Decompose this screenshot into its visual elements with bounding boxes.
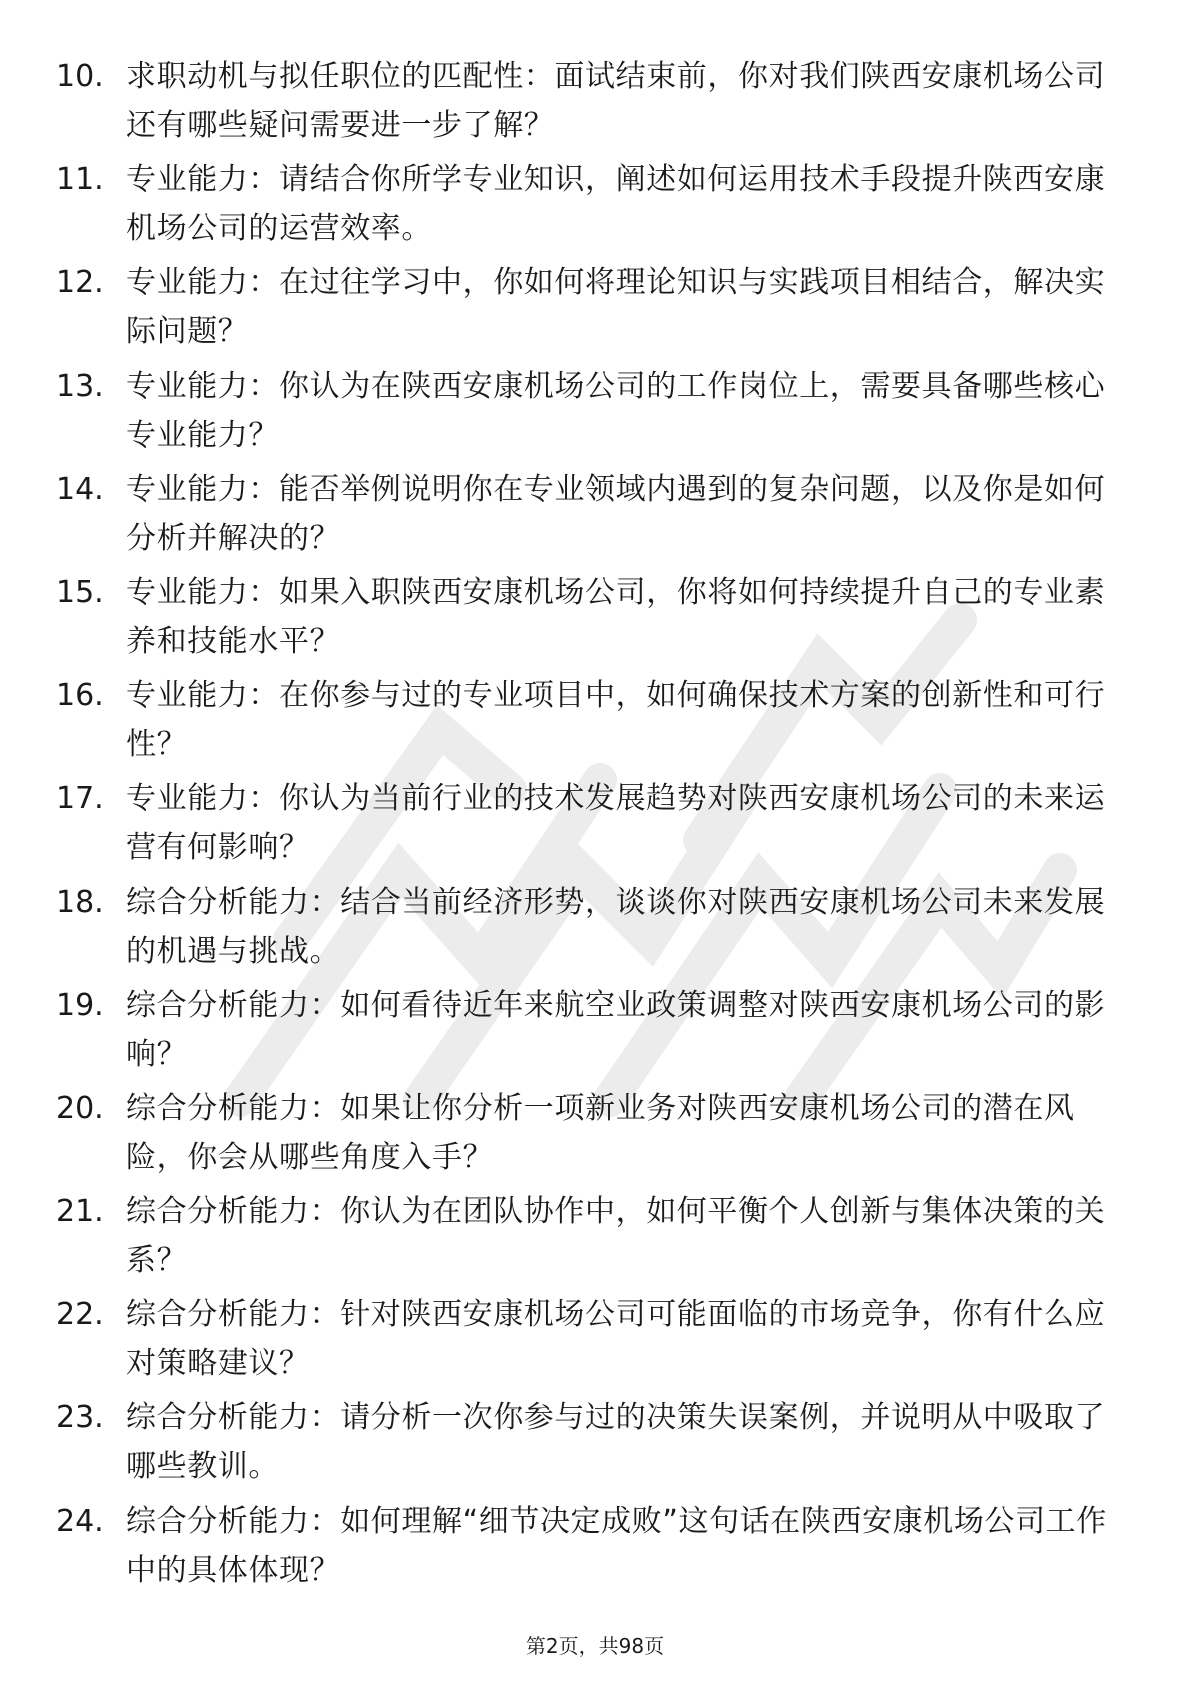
question-item	[56, 1393, 1116, 1496]
question-number: 13.	[56, 368, 104, 404]
question-item	[56, 258, 1116, 361]
question-text: 专业能力：能否举例说明你在专业领域内遇到的复杂问题，以及你是如何分析并解决的？	[126, 471, 1106, 556]
question-item	[56, 52, 1116, 155]
question-text: 综合分析能力：针对陕西安康机场公司可能面临的市场竞争，你有什么应对策略建议？	[126, 1297, 1106, 1382]
question-text: 专业能力：请结合你所学专业知识，阐述如何运用技术手段提升陕西安康机场公司的运营效率。	[126, 162, 1106, 247]
question-list	[56, 52, 1116, 1600]
question-number: 12.	[56, 265, 104, 301]
question-item	[56, 671, 1116, 774]
question-number: 24.	[56, 1503, 104, 1539]
question-text: 综合分析能力：如果让你分析一项新业务对陕西安康机场公司的潜在风险，你会从哪些角度入手？	[126, 1090, 1075, 1175]
question-item	[56, 1497, 1116, 1600]
question-number: 21.	[56, 1194, 104, 1230]
question-item	[56, 981, 1116, 1084]
question-item	[56, 568, 1116, 671]
question-text: 专业能力：你认为当前行业的技术发展趋势对陕西安康机场公司的未来运营有何影响？	[126, 781, 1106, 866]
question-item	[56, 1290, 1116, 1393]
question-item	[56, 362, 1116, 465]
question-number: 22.	[56, 1297, 104, 1333]
question-number: 18.	[56, 884, 104, 920]
question-number: 15.	[56, 574, 104, 610]
question-item	[56, 774, 1116, 877]
question-number: 20.	[56, 1090, 104, 1126]
question-number: 14.	[56, 471, 104, 507]
question-text: 专业能力：如果入职陕西安康机场公司，你将如何持续提升自己的专业素养和技能水平？	[126, 574, 1106, 659]
question-text: 专业能力：在过往学习中，你如何将理论知识与实践项目相结合，解决实际问题？	[126, 265, 1106, 350]
question-text: 综合分析能力：请分析一次你参与过的决策失误案例，并说明从中吸取了哪些教训。	[126, 1400, 1106, 1485]
question-text: 综合分析能力：你认为在团队协作中，如何平衡个人创新与集体决策的关系？	[126, 1194, 1106, 1279]
question-number: 19.	[56, 987, 104, 1023]
question-text: 综合分析能力：结合当前经济形势，谈谈你对陕西安康机场公司未来发展的机遇与挑战。	[126, 884, 1106, 969]
question-item	[56, 1187, 1116, 1290]
question-item	[56, 465, 1116, 568]
question-number: 17.	[56, 781, 104, 817]
question-item	[56, 878, 1116, 981]
question-number: 16.	[56, 678, 104, 714]
question-number: 23.	[56, 1400, 104, 1436]
question-text: 专业能力：你认为在陕西安康机场公司的工作岗位上，需要具备哪些核心专业能力？	[126, 368, 1106, 453]
question-text: 求职动机与拟任职位的匹配性：面试结束前，你对我们陕西安康机场公司还有哪些疑问需要进一步了解？	[126, 59, 1106, 143]
question-item	[56, 1084, 1116, 1187]
question-number: 10.	[56, 59, 104, 94]
page-footer	[0, 1630, 1190, 1659]
question-text: 综合分析能力：如何看待近年来航空业政策调整对陕西安康机场公司的影响？	[126, 987, 1106, 1072]
question-text: 综合分析能力：如何理解“细节决定成败”这句话在陕西安康机场公司工作中的具体体现？	[126, 1503, 1107, 1588]
question-item	[56, 155, 1116, 258]
question-number: 11.	[56, 162, 104, 198]
page-number-label: 第2页，共98页	[525, 1634, 665, 1658]
question-text: 专业能力：在你参与过的专业项目中，如何确保技术方案的创新性和可行性？	[126, 678, 1106, 763]
